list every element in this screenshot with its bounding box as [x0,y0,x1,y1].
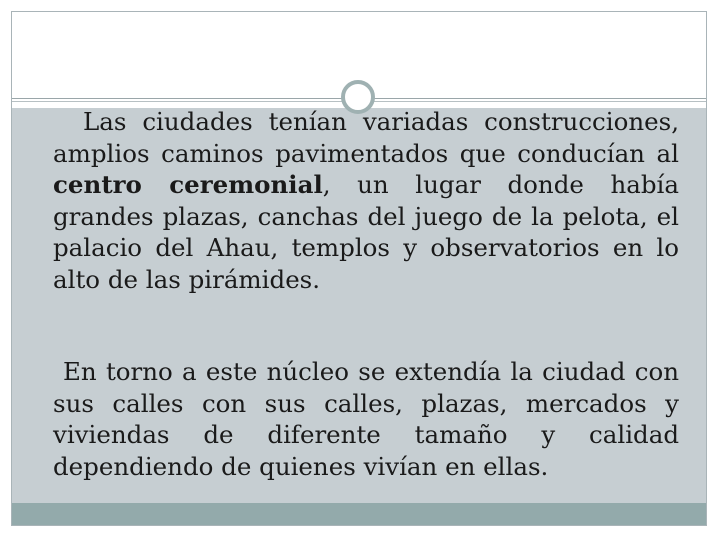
paragraph2-text: En torno a este núcleo se extendía la ciudad con sus calles con sus calles, plazas, mercados y viviendas de diferente tamaño y calidad dependiendo de quienes vivían en ellas. [53,357,679,481]
bottom-accent-bar [12,503,706,525]
paragraph1-text-end: , un lugar donde había grandes plazas, canchas del juego de la pelota, el palacio del Ahau, templos y observatorios en lo alto de las pirámides. [53,170,679,294]
body-paragraph-2 [53,356,679,482]
paragraph1-text: Las ciudades tenían variadas construcciones, amplios caminos pavimentados que conducían al [53,107,679,168]
body-paragraph-1 [53,106,679,295]
paragraph1-bold-phrase: centro ceremonial [53,170,323,199]
